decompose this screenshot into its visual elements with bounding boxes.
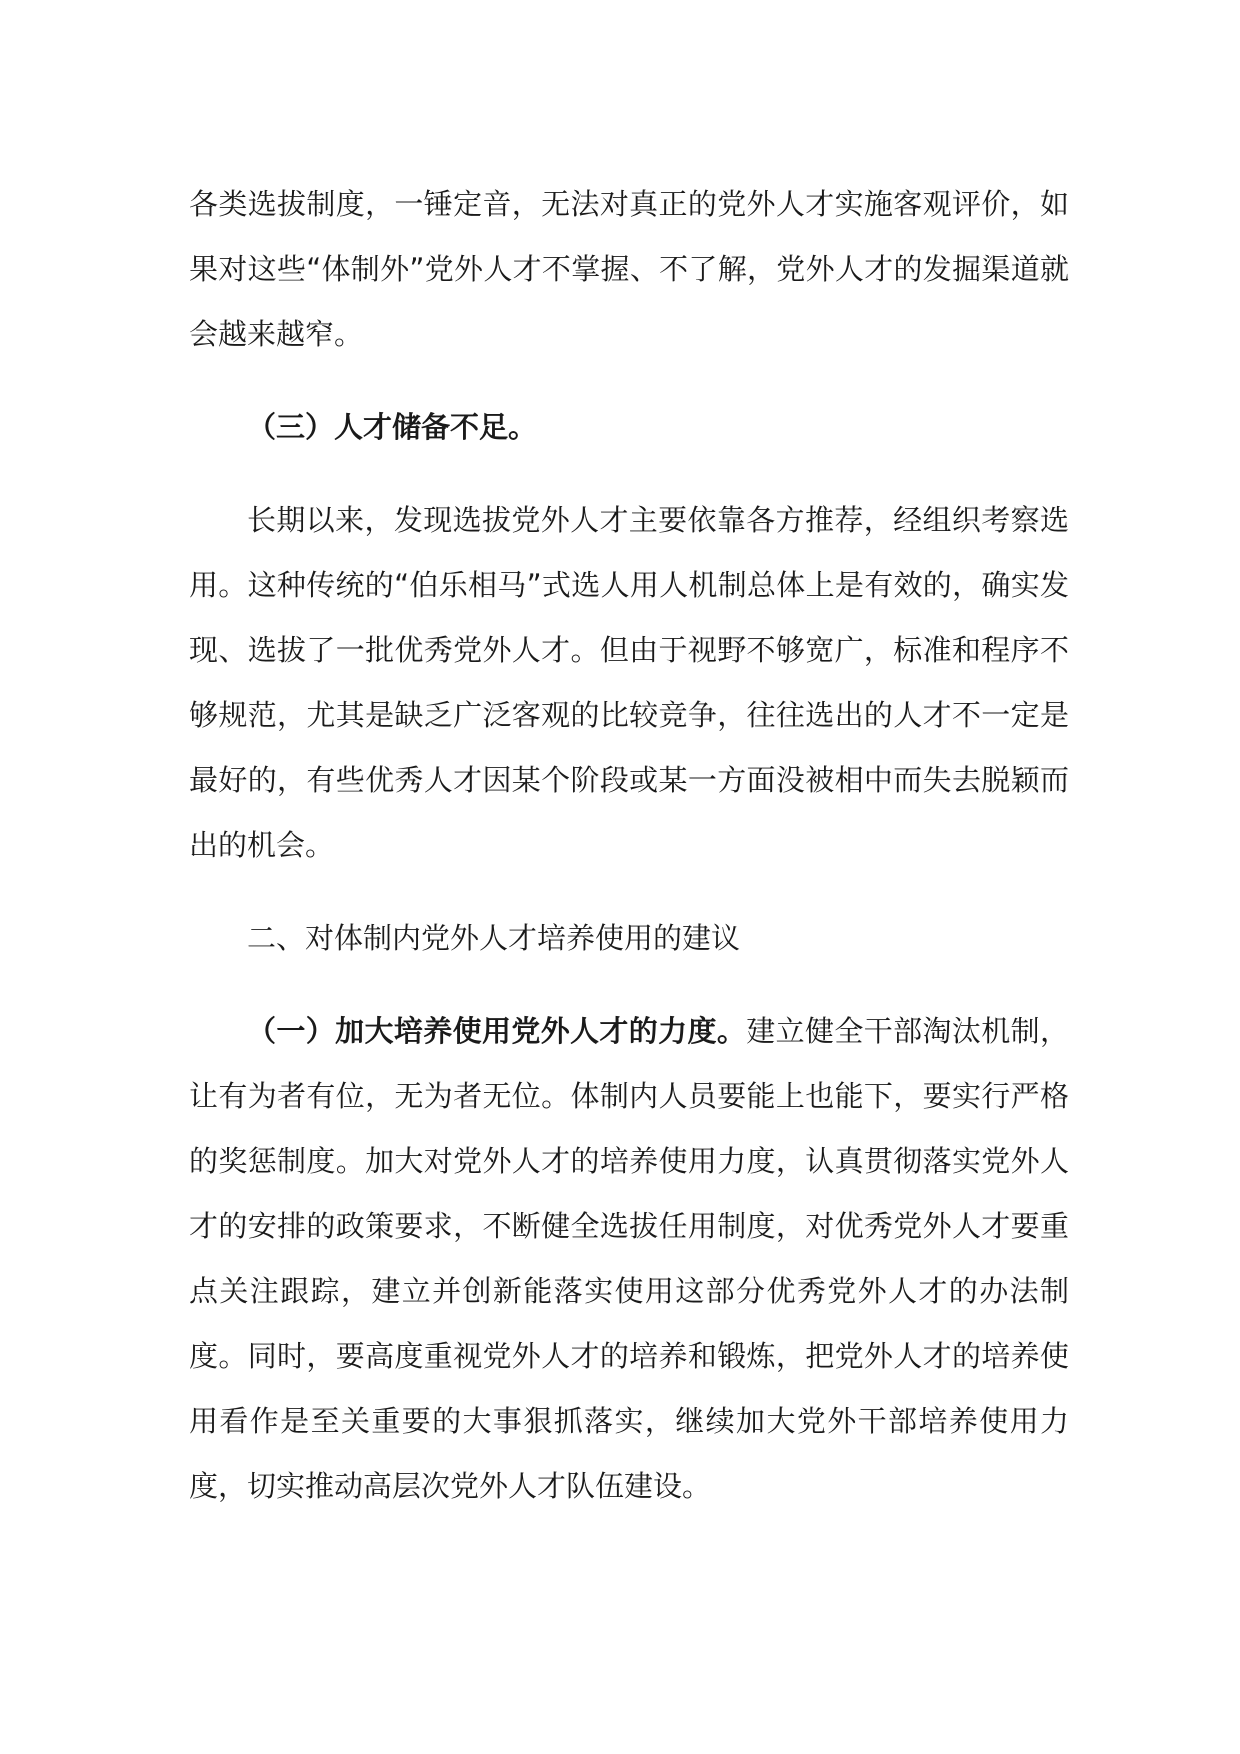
section-heading-suggestions: 二、对体制内党外人才培养使用的建议 bbox=[247, 921, 741, 955]
paragraph-lead-heading: （一）加大培养使用党外人才的力度。 bbox=[247, 1014, 747, 1048]
paragraph-selection-system: 各类选拔制度，一锤定音，无法对真正的党外人才实施客观评价，如果对这些“体制外”党外人才不掌握、不了解，党外人才的发掘渠道就会越来越窄。 bbox=[189, 187, 1069, 351]
paragraph-training-usage bbox=[189, 999, 1069, 1519]
section-heading-talent-reserve: （三）人才储备不足。 bbox=[247, 410, 538, 444]
document-body bbox=[189, 172, 1069, 1519]
paragraph-talent-discovery: 长期以来，发现选拔党外人才主要依靠各方推荐，经组织考察选用。这种传统的“伯乐相马”式选人用人机制总体上是有效的，确实发现、选拔了一批优秀党外人才。但由于视野不够宽广，标准和程序不够规范，尤其是缺乏广泛客观的比较竞争，往往选出的人才不一定是最好的，有些优秀人才因某个阶段或某一方面没被相中而失去脱颖而出的机会。 bbox=[189, 503, 1069, 862]
paragraph-body-text: 建立健全干部淘汰机制，让有为者有位，无为者无位。体制内人员要能上也能下，要实行严格的奖惩制度。加大对党外人才的培养使用力度，认真贯彻落实党外人才的安排的政策要求，不断健全选拔任用制度，对优秀党外人才要重点关注跟踪，建立并创新能落实使用这部分优秀党外人才的办法制度。同时，要高度重视党外人才的培养和锻炼，把党外人才的培养使用看作是至关重要的大事狠抓落实，继续加大党外干部培养使用力度，切实推动高层次党外人才队伍建设。 bbox=[189, 1014, 1069, 1503]
